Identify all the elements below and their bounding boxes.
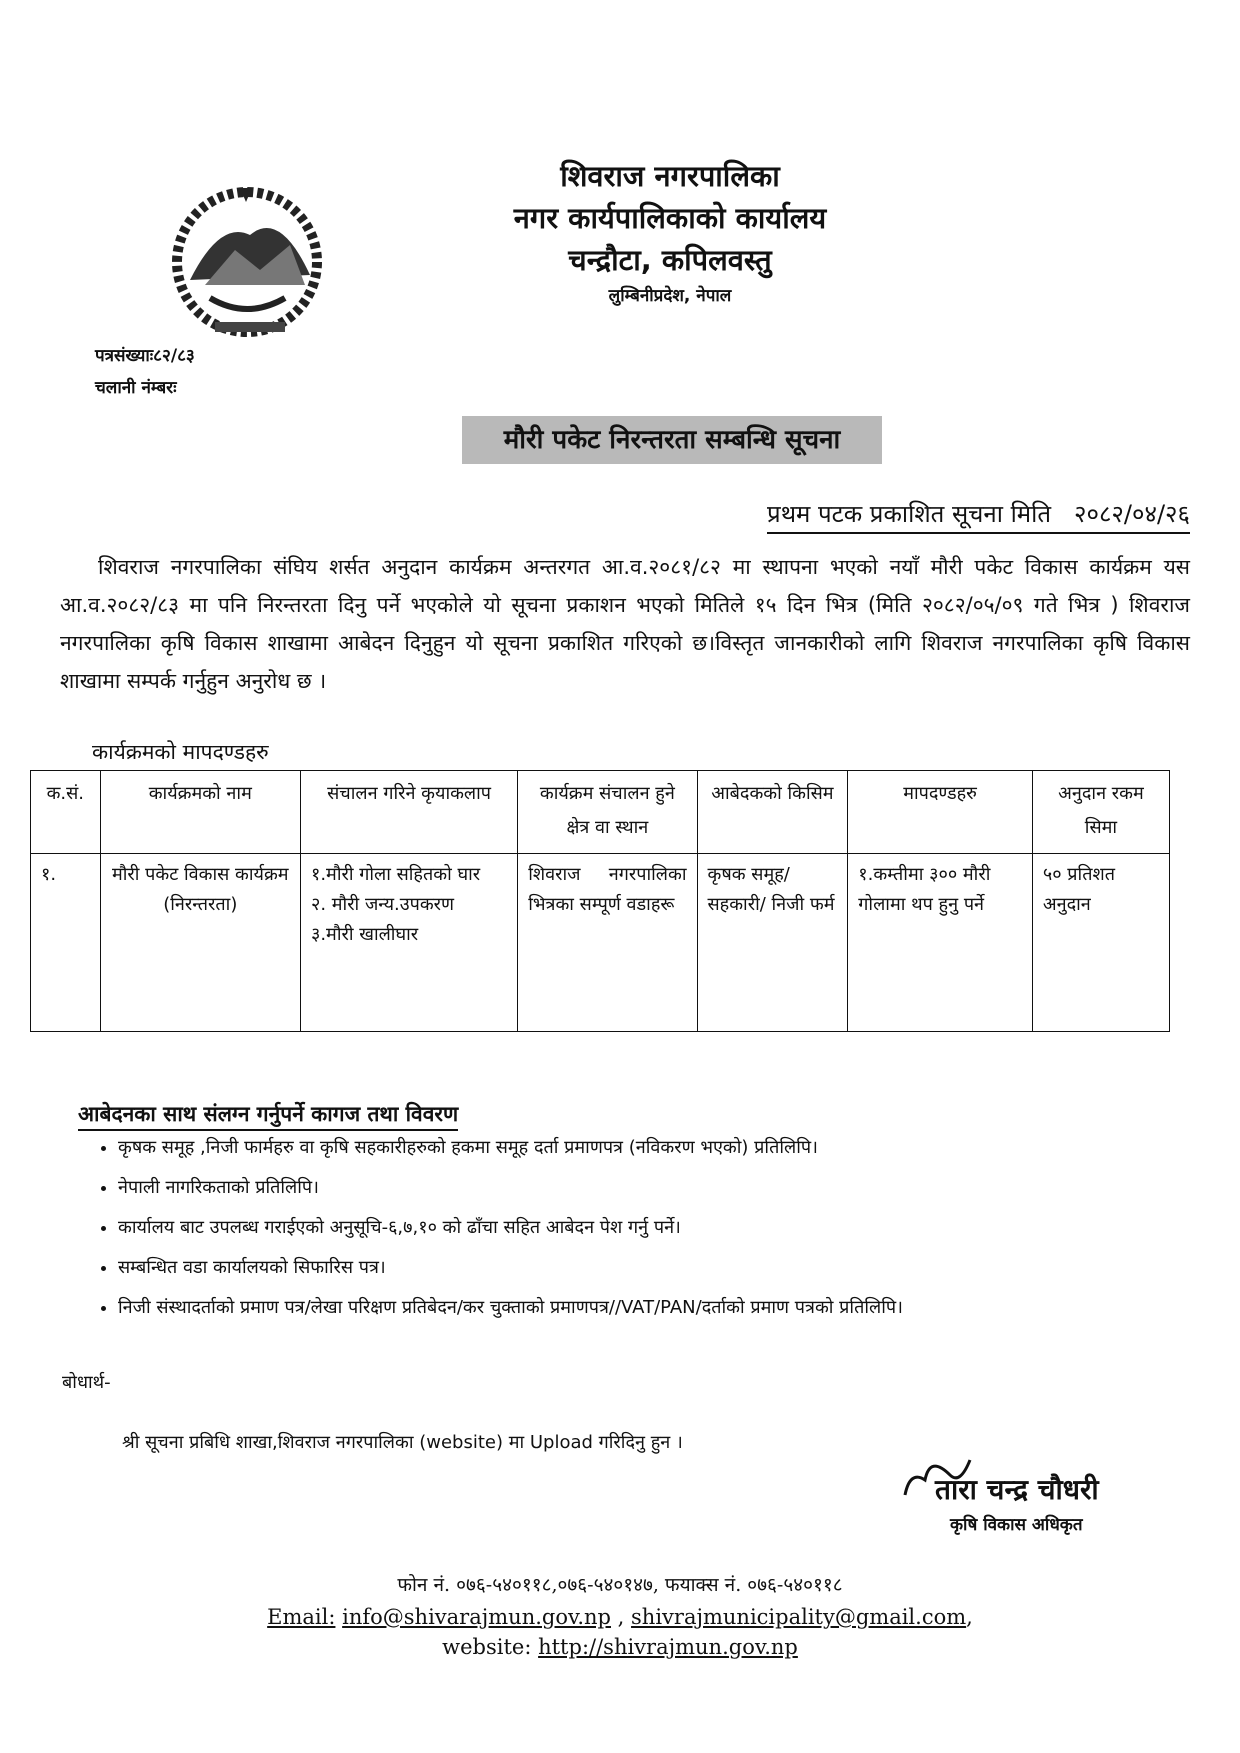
website-label: website: [442, 1635, 532, 1659]
col-header-sn: क.सं. [31, 771, 101, 854]
email-end: , [966, 1605, 973, 1629]
footer-website-line [0, 1632, 1240, 1662]
list-item: • सम्बन्धित वडा कार्यालयको सिफारिस पत्र। [118, 1255, 1198, 1281]
notice-subject: मौरी पकेट निरन्तरता सम्बन्धि सूचना [462, 416, 882, 464]
footer [0, 1568, 1240, 1662]
email-label: Email: [267, 1605, 336, 1629]
cell-activity [300, 854, 517, 1032]
col-header-area: कार्यक्रम संचालन हुने क्षेत्र वा स्थान [518, 771, 697, 854]
list-item: • कार्यालय बाट उपलब्ध गराईएको अनुसूचि-६,७,१० को ढाँचा सहित आबेदन पेश गर्नु पर्ने। [118, 1215, 1198, 1241]
dispatch-number: चलानी नंम्बरः [95, 378, 177, 398]
col-header-grant: अनुदान रकम सिमा [1032, 771, 1169, 854]
publication-date: २०८२/०४/२६ [1073, 500, 1190, 528]
cc-label: बोधार्थ- [62, 1372, 111, 1393]
cell-program: मौरी पकेट विकास कार्यक्रम (निरन्तरता) [100, 854, 300, 1032]
table-row [31, 854, 1170, 1032]
activity-item: २. मौरी जन्य.उपकरण [310, 894, 455, 915]
cell-criteria: १.कम्तीमा ३०० मौरी गोलामा थप हुनु पर्ने [848, 854, 1033, 1032]
publication-date-line [767, 497, 1190, 534]
list-item: • कृषक समूह ,निजी फार्महरु वा कृषि सहकारीहरुको हकमा समूह दर्ता प्रमाणपत्र (नविकरण भएको) प्रतिलिपि। [118, 1135, 1198, 1161]
documents-title: आबेदनका साथ संलग्न गर्नुपर्ने कागज तथा विवरण [78, 1100, 458, 1131]
office-location: चन्द्रौटा, कपिलवस्तु [568, 243, 772, 277]
signatory-title: कृषि विकास अधिकृत [950, 1515, 1083, 1535]
table-header-row [31, 771, 1170, 854]
col-header-activity: संचालन गरिने कृयाकलाप [300, 771, 517, 854]
province-country: लुम्बिनीप्रदेश, नेपाल [608, 286, 732, 306]
email-link-1[interactable]: info@shivarajmun.gov.np [342, 1605, 611, 1629]
cell-area: शिवराज नगरपालिका भित्रका सम्पूर्ण वडाहरू [518, 854, 697, 1032]
email-separator: , [611, 1605, 632, 1629]
footer-phone: फोन नं. ०७६-५४०११८,०७६-५४०१४७, फयाक्स नं. ०७६-५४०११८ [397, 1574, 843, 1596]
website-link[interactable]: http://shivrajmun.gov.np [538, 1635, 798, 1659]
criteria-title: कार्यक्रमको मापदण्डहरु [92, 740, 269, 764]
list-item: • निजी संस्थादर्ताको प्रमाण पत्र/लेखा परिक्षण प्रतिबेदन/कर चुक्ताको प्रमाणपत्र//VAT/PAN/दर्ताको प्रमाण पत्रको प्रतिलिपि। [118, 1295, 1198, 1321]
office-name: नगर कार्यपालिकाको कार्यालय [513, 201, 827, 235]
documents-list [80, 1135, 1198, 1335]
activity-item: ३.मौरी खालीघार [310, 924, 419, 945]
cell-grant: ५० प्रतिशत अनुदान [1032, 854, 1169, 1032]
letterhead [380, 155, 960, 311]
signatory-name: तारा चन्द्र चौधरी [935, 1473, 1099, 1506]
col-header-program: कार्यक्रमको नाम [100, 771, 300, 854]
nepal-emblem-icon [160, 180, 335, 340]
footer-email-line [0, 1602, 1240, 1632]
col-header-applicant: आबेदकको किसिम [697, 771, 848, 854]
cell-sn: १. [31, 854, 101, 1032]
activity-item: १.मौरी गोला सहितको घार [310, 864, 481, 885]
letter-number: पत्रसंख्याः८२/८३ [95, 346, 195, 366]
cc-text: श्री सूचना प्रबिधि शाखा,शिवराज नगरपालिका (website) मा Upload गरिदिनु हुन । [122, 1432, 683, 1453]
cell-applicant: कृषक समूह/ सहकारी/ निजी फर्म [697, 854, 848, 1032]
publication-label: प्रथम पटक प्रकाशित सूचना मिति [767, 500, 1052, 528]
criteria-table [30, 770, 1170, 1032]
email-link-2[interactable]: shivrajmunicipality@gmail.com [631, 1605, 967, 1629]
col-header-criteria: मापदण्डहरु [848, 771, 1033, 854]
notice-body: शिवराज नगरपालिका संघिय शर्सत अनुदान कार्यक्रम अन्तरगत आ.व.२०८१/८२ मा स्थापना भएको नयाँ मौरी पकेट विकास कार्यक्रम यस आ.व.२०८२/८३ मा पनि निरन्तरता दिनु पर्ने भएकोले यो सूचना प्रकाशन भएको मितिले १५ दिन भित्र (मिति २०८२/०५/०९ गते भित्र ) शिवराज नगरपालिका कृषि विकास शाखामा आबेदन दिनुहुन यो सूचना प्रकाशित गरिएको छ।विस्तृत जानकारीको लागि शिवराज नगरपालिका कृषि विकास शाखामा सम्पर्क गर्नुहुन अनुरोध छ । [60, 555, 1190, 693]
municipality-name: शिवराज नगरपालिका [560, 159, 780, 193]
list-item: • नेपाली नागरिकताको प्रतिलिपि। [118, 1175, 1198, 1201]
